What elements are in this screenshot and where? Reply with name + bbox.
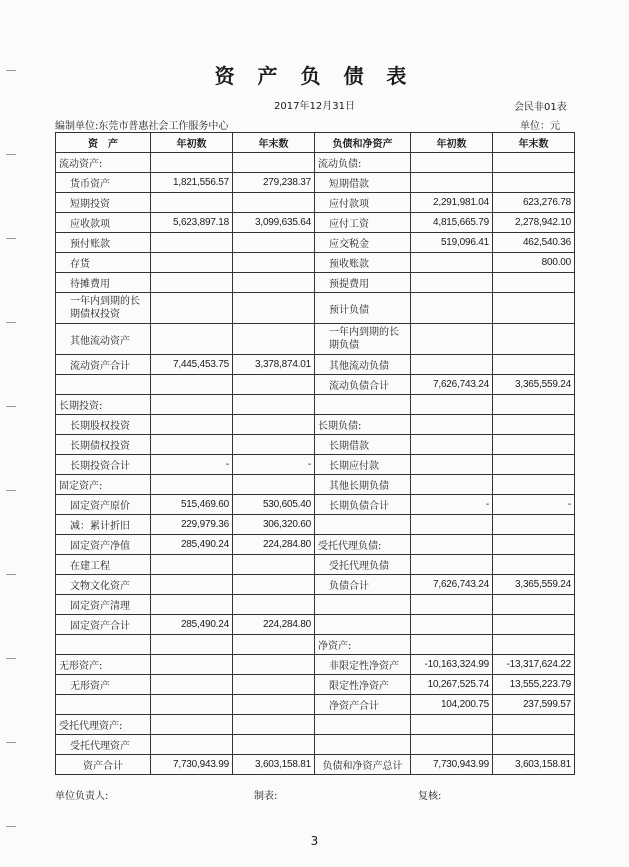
item-label: 流动负债合计 xyxy=(315,375,411,395)
col-header-liabilities-begin: 年初数 xyxy=(411,133,493,153)
table-row xyxy=(56,324,575,355)
item-label: 长期负债合计 xyxy=(315,495,411,515)
margin-mark xyxy=(6,658,16,659)
amount-cell: 1,821,556.57 xyxy=(151,173,233,193)
amount-cell xyxy=(233,635,315,655)
amount-cell xyxy=(233,293,315,324)
amount-cell: 279,238.37 xyxy=(233,173,315,193)
amount-cell xyxy=(151,324,233,355)
amount-cell xyxy=(233,435,315,455)
amount-cell: 10,267,525.74 xyxy=(411,675,493,695)
amount-cell xyxy=(151,695,233,715)
amount-cell xyxy=(411,153,493,173)
amount-cell: 3,603,158.81 xyxy=(233,755,315,775)
table-row xyxy=(56,213,575,233)
amount-cell xyxy=(493,735,575,755)
amount-cell: -13,317,624.22 xyxy=(493,655,575,675)
amount-cell xyxy=(151,273,233,293)
amount-cell xyxy=(233,595,315,615)
amount-cell xyxy=(493,555,575,575)
item-label: 应付款项 xyxy=(315,193,411,213)
item-label: 文物文化资产 xyxy=(56,575,151,595)
signature-reviewer: 复核: xyxy=(418,791,442,802)
amount-cell xyxy=(151,635,233,655)
amount-cell: 519,096.41 xyxy=(411,233,493,253)
item-label xyxy=(56,635,151,655)
item-label: 应付工资 xyxy=(315,213,411,233)
amount-cell: -10,163,324.99 xyxy=(411,655,493,675)
item-label: 在建工程 xyxy=(56,555,151,575)
amount-cell: 800.00 xyxy=(493,253,575,273)
amount-cell xyxy=(411,324,493,355)
currency-unit: 单位：元 xyxy=(520,121,560,132)
amount-cell xyxy=(493,715,575,735)
page-title: 资 产 负 债 表 xyxy=(214,64,415,88)
balance-sheet-table xyxy=(55,132,575,775)
table-row xyxy=(56,153,575,173)
item-label: 受托代理资产 xyxy=(56,735,151,755)
amount-cell xyxy=(151,655,233,675)
amount-cell xyxy=(411,595,493,615)
table-row xyxy=(56,455,575,475)
item-label: 净资产: xyxy=(315,635,411,655)
amount-cell xyxy=(151,675,233,695)
item-label xyxy=(56,695,151,715)
item-label: 预付账款 xyxy=(56,233,151,253)
amount-cell xyxy=(411,455,493,475)
amount-cell: 224,284.80 xyxy=(233,535,315,555)
table-row xyxy=(56,535,575,555)
table-row xyxy=(56,395,575,415)
table-row xyxy=(56,555,575,575)
amount-cell: 3,603,158.81 xyxy=(493,755,575,775)
amount-cell: 285,490.24 xyxy=(151,615,233,635)
amount-cell xyxy=(411,253,493,273)
amount-cell: 2,291,981.04 xyxy=(411,193,493,213)
amount-cell: 3,365,559.24 xyxy=(493,575,575,595)
item-label: 非限定性净资产 xyxy=(315,655,411,675)
amount-cell xyxy=(233,655,315,675)
amount-cell xyxy=(411,555,493,575)
table-row xyxy=(56,375,575,395)
amount-cell xyxy=(151,555,233,575)
amount-cell xyxy=(151,293,233,324)
amount-cell: - xyxy=(151,455,233,475)
table-row xyxy=(56,475,575,495)
amount-cell: 462,540.36 xyxy=(493,233,575,253)
amount-cell xyxy=(411,273,493,293)
item-label: 资产合计 xyxy=(56,755,151,775)
amount-cell: - xyxy=(411,495,493,515)
table-row xyxy=(56,615,575,635)
amount-cell xyxy=(411,415,493,435)
amount-cell xyxy=(151,253,233,273)
amount-cell xyxy=(493,293,575,324)
item-label: 短期投资 xyxy=(56,193,151,213)
item-label: 固定资产清理 xyxy=(56,595,151,615)
item-label: 货币资产 xyxy=(56,173,151,193)
table-row xyxy=(56,695,575,715)
item-label xyxy=(315,715,411,735)
amount-cell: 7,730,943.99 xyxy=(411,755,493,775)
table-row xyxy=(56,495,575,515)
amount-cell xyxy=(493,515,575,535)
amount-cell xyxy=(493,435,575,455)
item-label: 应收款项 xyxy=(56,213,151,233)
amount-cell xyxy=(411,715,493,735)
item-label: 长期负债: xyxy=(315,415,411,435)
item-label: 固定资产合计 xyxy=(56,615,151,635)
amount-cell xyxy=(411,173,493,193)
item-label: 受托代理资产: xyxy=(56,715,151,735)
amount-cell: 515,469.60 xyxy=(151,495,233,515)
table-row xyxy=(56,595,575,615)
item-label: 一年内到期的长期债权投资 xyxy=(56,293,151,324)
amount-cell xyxy=(151,153,233,173)
amount-cell: 229,979.36 xyxy=(151,515,233,535)
amount-cell xyxy=(411,435,493,455)
amount-cell xyxy=(493,324,575,355)
item-label: 负债和净资产总计 xyxy=(315,755,411,775)
item-label: 固定资产净值 xyxy=(56,535,151,555)
amount-cell: 3,365,559.24 xyxy=(493,375,575,395)
item-label: 其他长期负债 xyxy=(315,475,411,495)
amount-cell xyxy=(151,233,233,253)
amount-cell: 7,626,743.24 xyxy=(411,575,493,595)
table-row xyxy=(56,655,575,675)
col-header-assets-end: 年末数 xyxy=(233,133,315,153)
table-row xyxy=(56,675,575,695)
amount-cell xyxy=(233,575,315,595)
amount-cell: 7,445,453.75 xyxy=(151,355,233,375)
amount-cell: 3,378,874.01 xyxy=(233,355,315,375)
item-label: 流动资产: xyxy=(56,153,151,173)
item-label: 预收账款 xyxy=(315,253,411,273)
table-row xyxy=(56,273,575,293)
form-code: 会民非01表 xyxy=(514,102,567,113)
item-label: 长期应付款 xyxy=(315,455,411,475)
item-label: 受托代理负债 xyxy=(315,555,411,575)
item-label: 无形资产 xyxy=(56,675,151,695)
item-label: 一年内到期的长期负债 xyxy=(315,324,411,355)
col-header-liabilities: 负债和净资产 xyxy=(315,133,411,153)
amount-cell: - xyxy=(493,495,575,515)
amount-cell xyxy=(151,735,233,755)
item-label: 限定性净资产 xyxy=(315,675,411,695)
amount-cell: 13,555,223.79 xyxy=(493,675,575,695)
amount-cell xyxy=(151,595,233,615)
amount-cell: 285,490.24 xyxy=(151,535,233,555)
margin-mark xyxy=(6,490,16,491)
amount-cell xyxy=(233,193,315,213)
item-label: 预计负债 xyxy=(315,293,411,324)
report-date: 2017年12月31日 xyxy=(274,101,355,112)
table-row xyxy=(56,435,575,455)
amount-cell: 104,200.75 xyxy=(411,695,493,715)
amount-cell xyxy=(493,595,575,615)
item-label: 减：累计折旧 xyxy=(56,515,151,535)
amount-cell xyxy=(233,415,315,435)
item-label: 负债合计 xyxy=(315,575,411,595)
margin-mark xyxy=(6,742,16,743)
item-label: 长期借款 xyxy=(315,435,411,455)
amount-cell xyxy=(233,675,315,695)
item-label xyxy=(315,515,411,535)
col-header-assets-begin: 年初数 xyxy=(151,133,233,153)
amount-cell xyxy=(151,193,233,213)
amount-cell xyxy=(493,273,575,293)
amount-cell xyxy=(151,375,233,395)
item-label xyxy=(315,595,411,615)
amount-cell xyxy=(233,153,315,173)
amount-cell xyxy=(493,615,575,635)
margin-mark xyxy=(6,238,16,239)
item-label: 净资产合计 xyxy=(315,695,411,715)
item-label: 应交税金 xyxy=(315,233,411,253)
amount-cell xyxy=(493,395,575,415)
amount-cell xyxy=(493,355,575,375)
item-label: 受托代理负债: xyxy=(315,535,411,555)
item-label: 其他流动资产 xyxy=(56,324,151,355)
table-row xyxy=(56,173,575,193)
amount-cell xyxy=(493,475,575,495)
amount-cell xyxy=(233,375,315,395)
amount-cell xyxy=(233,695,315,715)
table-row xyxy=(56,253,575,273)
amount-cell xyxy=(411,535,493,555)
amount-cell xyxy=(151,715,233,735)
item-label: 存货 xyxy=(56,253,151,273)
item-label: 长期债权投资 xyxy=(56,435,151,455)
item-label: 流动资产合计 xyxy=(56,355,151,375)
preparing-unit: 编制单位:东莞市普惠社会工作服务中心 xyxy=(55,121,229,132)
amount-cell xyxy=(411,355,493,375)
margin-mark xyxy=(6,406,16,407)
amount-cell: 4,815,665.79 xyxy=(411,213,493,233)
amount-cell xyxy=(411,395,493,415)
table-row xyxy=(56,735,575,755)
item-label: 流动负债: xyxy=(315,153,411,173)
table-row xyxy=(56,233,575,253)
col-header-assets: 资 产 xyxy=(56,133,151,153)
item-label xyxy=(315,735,411,755)
amount-cell: 623,276.78 xyxy=(493,193,575,213)
amount-cell: 306,320.60 xyxy=(233,515,315,535)
item-label: 其他流动负债 xyxy=(315,355,411,375)
amount-cell: 7,626,743.24 xyxy=(411,375,493,395)
amount-cell xyxy=(233,233,315,253)
amount-cell xyxy=(151,395,233,415)
amount-cell xyxy=(493,173,575,193)
item-label: 固定资产: xyxy=(56,475,151,495)
table-body xyxy=(56,153,575,775)
table-row xyxy=(56,415,575,435)
amount-cell xyxy=(151,575,233,595)
amount-cell xyxy=(493,635,575,655)
amount-cell xyxy=(411,735,493,755)
item-label: 待摊费用 xyxy=(56,273,151,293)
item-label: 无形资产: xyxy=(56,655,151,675)
amount-cell: - xyxy=(233,455,315,475)
item-label xyxy=(315,395,411,415)
amount-cell xyxy=(411,635,493,655)
amount-cell: 237,599.57 xyxy=(493,695,575,715)
table-row xyxy=(56,575,575,595)
amount-cell xyxy=(233,475,315,495)
header-row xyxy=(56,133,575,153)
table-row xyxy=(56,635,575,655)
margin-mark xyxy=(6,154,16,155)
amount-cell: 5,623,897.18 xyxy=(151,213,233,233)
page-number: 3 xyxy=(310,834,319,848)
amount-cell xyxy=(493,455,575,475)
amount-cell xyxy=(411,615,493,635)
table-row xyxy=(56,715,575,735)
table-row xyxy=(56,355,575,375)
amount-cell: 530,605.40 xyxy=(233,495,315,515)
item-label: 长期投资: xyxy=(56,395,151,415)
amount-cell xyxy=(233,253,315,273)
amount-cell xyxy=(493,535,575,555)
amount-cell xyxy=(411,475,493,495)
table-row xyxy=(56,755,575,775)
amount-cell xyxy=(233,735,315,755)
item-label: 长期股权投资 xyxy=(56,415,151,435)
amount-cell: 3,099,635.64 xyxy=(233,213,315,233)
amount-cell xyxy=(233,273,315,293)
table-row xyxy=(56,193,575,213)
item-label xyxy=(56,375,151,395)
item-label: 固定资产原价 xyxy=(56,495,151,515)
amount-cell xyxy=(411,515,493,535)
amount-cell: 7,730,943.99 xyxy=(151,755,233,775)
amount-cell xyxy=(233,555,315,575)
amount-cell xyxy=(233,324,315,355)
amount-cell: 2,278,942.10 xyxy=(493,213,575,233)
amount-cell xyxy=(151,415,233,435)
amount-cell xyxy=(493,415,575,435)
item-label: 预提费用 xyxy=(315,273,411,293)
signature-preparer: 制表: xyxy=(254,791,278,802)
margin-mark xyxy=(6,322,16,323)
amount-cell xyxy=(411,293,493,324)
amount-cell xyxy=(233,715,315,735)
amount-cell xyxy=(151,435,233,455)
margin-mark xyxy=(6,574,16,575)
margin-mark xyxy=(6,826,16,827)
amount-cell xyxy=(151,475,233,495)
amount-cell xyxy=(233,395,315,415)
item-label: 短期借款 xyxy=(315,173,411,193)
signature-head: 单位负责人: xyxy=(55,791,109,802)
amount-cell xyxy=(493,153,575,173)
table-row xyxy=(56,293,575,324)
item-label xyxy=(315,615,411,635)
table-row xyxy=(56,515,575,535)
amount-cell: 224,284.80 xyxy=(233,615,315,635)
item-label: 长期投资合计 xyxy=(56,455,151,475)
col-header-liabilities-end: 年末数 xyxy=(493,133,575,153)
